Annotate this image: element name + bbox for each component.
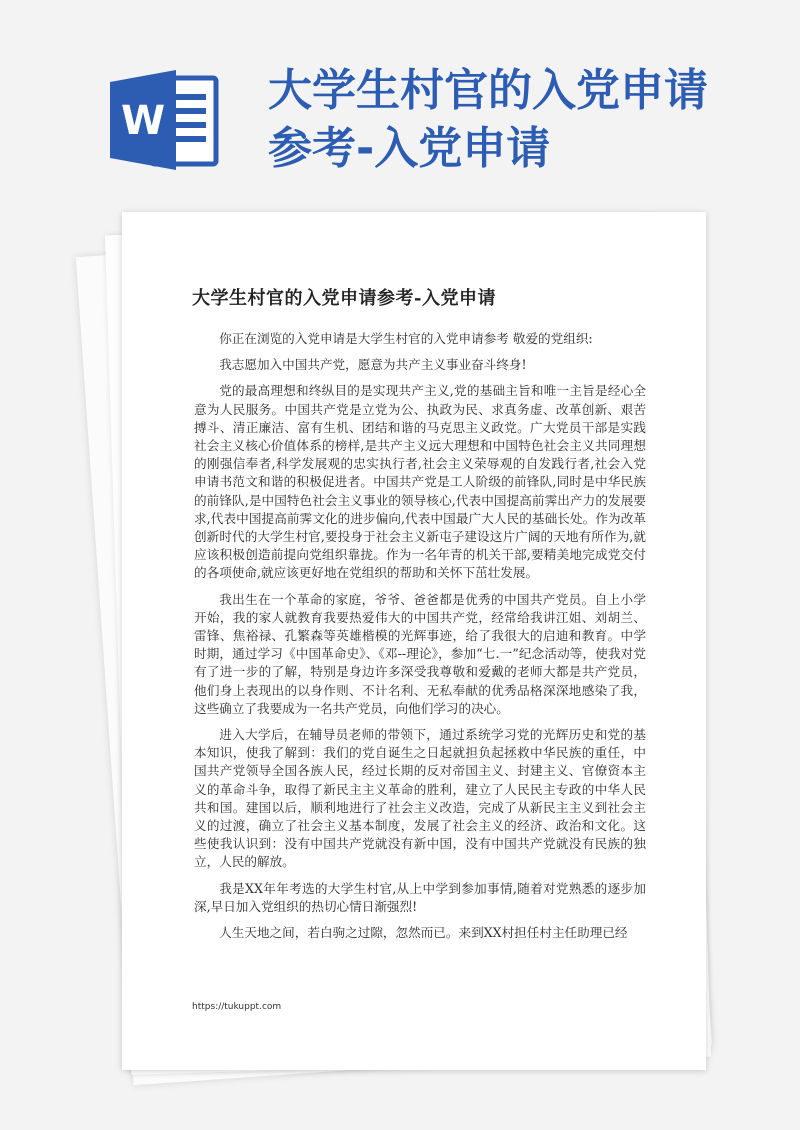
document-page [122, 212, 706, 1070]
paragraph: 党的最高理想和终纵目的是实现共产主义,党的基础主旨和唯一主旨是经心全意为人民服务。中国共产党是立党为公、执政为民、求真务虚、改革创新、艰苦搏斗、清正廉洁、富有生机、团结和谐的马克思主义政党。广大党员干部是实践社会主义核心价值体系的榜样,是共产主义远大理想和中国特色社会主义共同理想的刚强信奉者,科学发展观的忠实执行者,社会主义荣辱观的自发践行者,社会入党申请书范文和谐的积极促进者。中国共产党是工人阶级的前锋队,同时是中华民族的前锋队,是中国特色社会主义事业的领导核心,代表中国提高前霁出产力的发展要求,代表中国提高前霁文化的进步偏向,代表中国最广大人民的基础长处。作为改革创新时代的大学生村官,要投身于社会主义新屯子建设这片广阔的天地有所作为,就应该积极创造前提向党组织靠拢。作为一名年青的机关干部,要精美地完成党交付的各项使命,就应该更好地在党组织的帮助和关怀下茁壮发展。 [194, 383, 646, 581]
paragraph: 我志愿加入中国共产党，愿意为共产主义事业奋斗终身! [219, 357, 527, 373]
paragraph: 我是XX年年考选的大学生村官,从上中学到参加事情,随着对党熟悉的逐步加深,早日加入党组织的热切心情日渐强烈! [194, 880, 646, 914]
paragraph: 你正在浏览的入党申请是大学生村官的入党申请参考 敬爱的党组织: [219, 331, 593, 346]
paragraph: 我出生在一个革命的家庭，爷爷、爸爸都是优秀的中国共产党员。自上小学开始，我的家人就教育我要热爱伟大的中国共产党，经常给我讲江姐、刘胡兰、雷锋、焦裕禄、孔繁森等英雄楷模的光辉事迹，给了我很大的启迪和教育。中学时期，通过学习《中国革命史》、《邓--理论》，参加“七.一”纪念活动等，使我对党有了进一步的了解，特别是身边许多深受我尊敬和爱戴的老师大都是共产党员，他们身上表现出的以身作则、不计名利、无私奉献的优秀品格深深地感染了我，这些确立了我要成为一名共产党员，向他们学习的决心。 [194, 591, 646, 716]
header [0, 0, 800, 200]
banner-title-line2: 参考-入党申请 [268, 123, 551, 174]
word-icon-letter: W [121, 98, 166, 144]
banner-title [268, 62, 768, 178]
document-title: 大学生村官的入党申请参考-入党申请 [192, 288, 496, 309]
footer-url: https://tukuppt.com [192, 1002, 282, 1012]
word-document-icon [110, 68, 220, 172]
document-body [194, 330, 646, 950]
paragraph: 人生天地之间，若白驹之过隙，忽然而已。来到XX村担任村主任助理已经 [219, 925, 628, 941]
banner-title-line1: 大学生村官的入党申请 [268, 65, 708, 116]
paragraph: 进入大学后，在辅导员老师的带领下，通过系统学习党的光辉历史和党的基本知识，使我了解到：我们的党自诞生之日起就担负起拯救中华民族的重任，中国共产党领导全国各族人民，经过长期的反对帝国主义、封建主义、官僚资本主义的革命斗争，取得了新民主主义革命的胜利，建立了人民民主专政的中华人民共和国。建国以后，顺利地进行了社会主义改造，完成了从新民主主义到社会主义的过渡，确立了社会主义基本制度，发展了社会主义的经济、政治和文化。这些使我认识到：没有中国共产党就没有新中国，没有中国共产党就没有民族的独立，人民的解放。 [194, 727, 646, 870]
